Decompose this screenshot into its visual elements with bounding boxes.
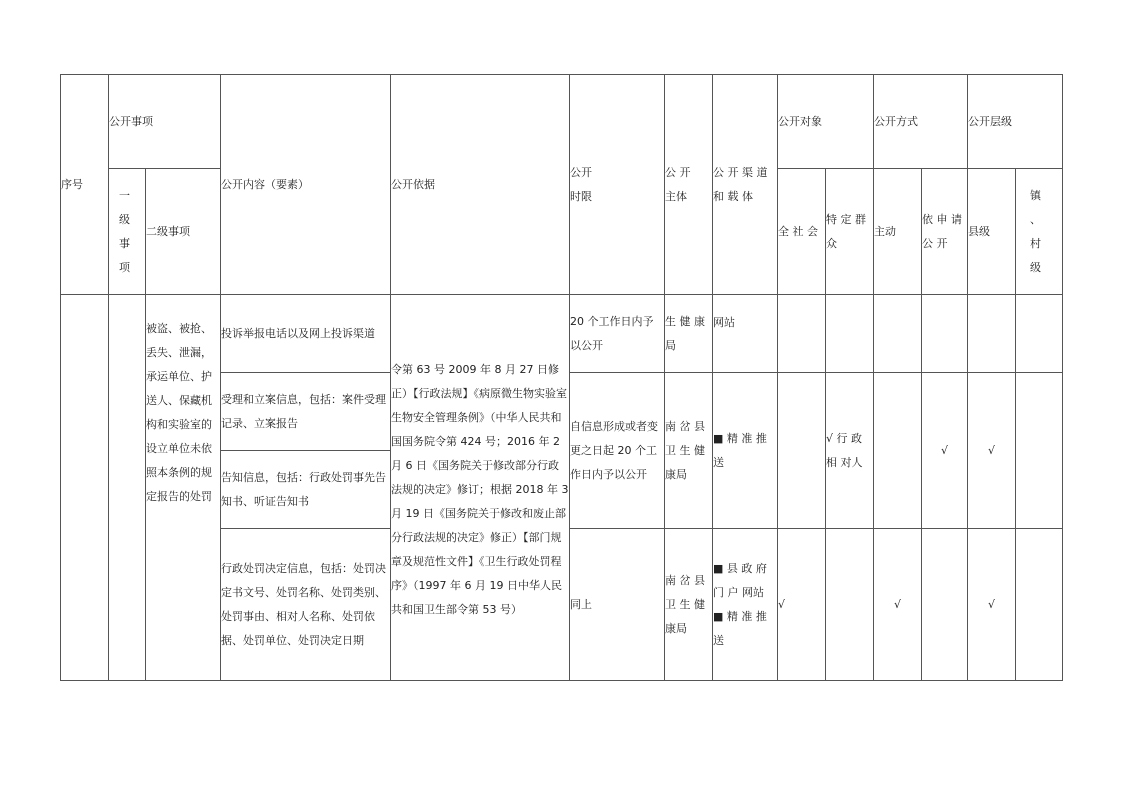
header-level-county: 县级 (968, 169, 1016, 295)
cell-method-active: √ (874, 529, 922, 681)
cell-basis: 令第 63 号 2009 年 8 月 27 日修正）【行政法规】《病原微生物实验室生物安全管理条例》（中华人民共和国国务院令第 424 号；2016 年 2 月 6 日《国务院关于修改部分行政法规的决定》修订；根据 2018 年 3 月 19 日《国务院关于修改和废止部分行政法规的决定》修正）【部门规章及规范性文件】《卫生行政处罚程序》（1997 年 6 月 19 日中华人民共和国卫生部令第 53 号） (391, 295, 570, 681)
header-time-limit-line2: 时限 (570, 189, 592, 203)
cell-channel-line1: ■ 县 政 府 门 户 网站 (713, 561, 767, 599)
header-method: 公开方式 (874, 75, 968, 169)
cell-level-town (1016, 529, 1063, 681)
header-object-specific: 特 定 群众 (826, 169, 874, 295)
cell-subject: 南 岔 县 卫 生 健 康局 (665, 373, 713, 529)
cell-channel: ■ 精 准 推送 (713, 373, 778, 529)
cell-method-active (874, 295, 922, 373)
disclosure-table (60, 74, 1063, 681)
cell-time-limit: 同上 (570, 529, 665, 681)
cell-seq (61, 295, 109, 681)
header-subject-line2: 主体 (665, 189, 687, 203)
cell-level2-item: 被盗、被抢、丢失、泄漏，承运单位、护送人、保藏机构和实验室的设立单位未依照本条例的规定报告的处罚 (146, 295, 221, 681)
cell-object-specific (826, 529, 874, 681)
cell-level-county: √ (968, 529, 1016, 681)
cell-channel: 网站 (713, 295, 778, 373)
header-row-1 (61, 75, 1063, 169)
header-level-town: 镇 、 村 级 (1016, 169, 1063, 295)
cell-time-limit: 20 个工作日内予以公开 (570, 295, 665, 373)
cell-level1 (109, 295, 146, 681)
cell-object-all (778, 373, 826, 529)
cell-object-specific (826, 295, 874, 373)
header-time-limit-line1: 公开 (570, 165, 592, 179)
header-object-all: 全 社 会 (778, 169, 826, 295)
cell-content: 告知信息，包括：行政处罚事先告知书、听证告知书 (221, 451, 391, 529)
header-subject-line1: 公 开 (665, 165, 691, 179)
cell-object-specific: √ 行 政 相 对人 (826, 373, 874, 529)
cell-object-all: √ (778, 529, 826, 681)
cell-channel-line2: ■ 精 准 推送 (713, 609, 767, 647)
header-content: 公开内容（要素） (221, 75, 391, 295)
header-channel: 公 开 渠 道 和 载 体 (713, 75, 778, 295)
cell-subject: 南 岔 县 卫 生 健 康局 (665, 529, 713, 681)
cell-method-apply (922, 295, 968, 373)
cell-method-apply: √ (922, 373, 968, 529)
header-level1: 一级事项 (109, 169, 146, 295)
header-seq: 序号 (61, 75, 109, 295)
header-basis: 公开依据 (391, 75, 570, 295)
cell-level-town (1016, 295, 1063, 373)
header-time-limit (570, 75, 665, 295)
cell-method-apply (922, 529, 968, 681)
cell-content: 行政处罚决定信息，包括：处罚决定书文号、处罚名称、处罚类别、处罚事由、相对人名称、处罚依据、处罚单位、处罚决定日期 (221, 529, 391, 681)
header-level2: 二级事项 (146, 169, 221, 295)
table-row (61, 295, 1063, 373)
header-object: 公开对象 (778, 75, 874, 169)
header-item-group: 公开事项 (109, 75, 221, 169)
cell-content: 受理和立案信息，包括：案件受理记录、立案报告 (221, 373, 391, 451)
cell-subject: 生 健 康局 (665, 295, 713, 373)
cell-level-town (1016, 373, 1063, 529)
header-method-apply: 依 申 请 公 开 (922, 169, 968, 295)
header-level: 公开层级 (968, 75, 1063, 169)
header-subject (665, 75, 713, 295)
header-method-active: 主动 (874, 169, 922, 295)
cell-channel (713, 529, 778, 681)
cell-method-active (874, 373, 922, 529)
cell-level-county (968, 295, 1016, 373)
cell-object-all (778, 295, 826, 373)
cell-content: 投诉举报电话以及网上投诉渠道 (221, 295, 391, 373)
cell-time-limit: 自信息形成或者变更之日起 20 个工作日内予以公开 (570, 373, 665, 529)
cell-level-county: √ (968, 373, 1016, 529)
